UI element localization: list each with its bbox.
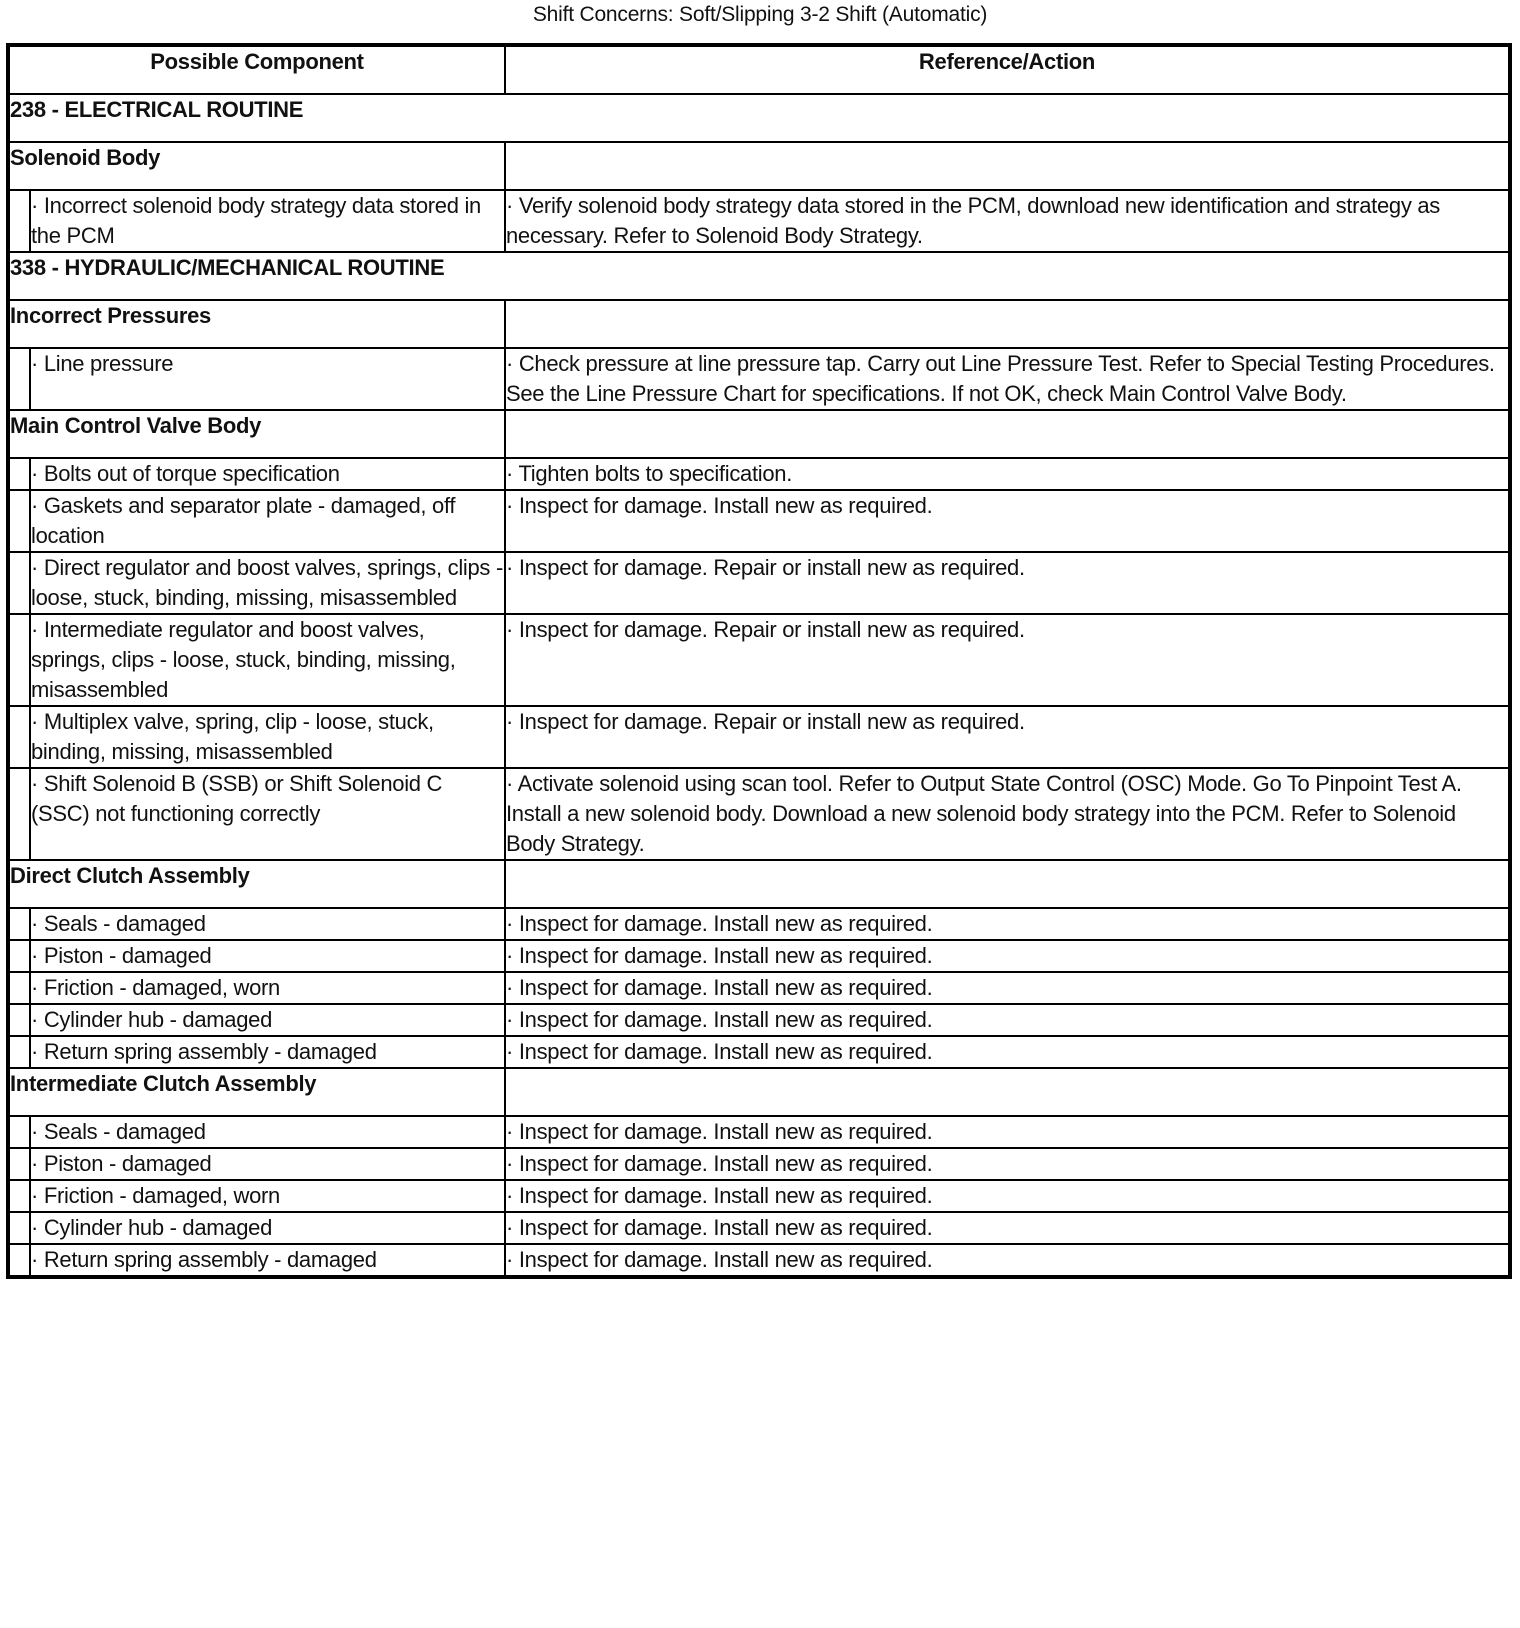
column-header-action: Reference/Action [505,45,1510,94]
component-cell: · Cylinder hub - damaged [30,1212,505,1244]
component-cell: · Piston - damaged [30,940,505,972]
action-cell: · Check pressure at line pressure tap. Carry out Line Pressure Test. Refer to Special Testing Procedures. See the Line Pressure Chart for specifications. If not OK, check Main Control Valve Body. [505,348,1510,410]
action-cell: · Inspect for damage. Repair or install new as required. [505,614,1510,706]
routine-title: 238 - ELECTRICAL ROUTINE [8,94,1510,142]
table-row [8,458,1510,490]
action-cell: · Inspect for damage. Install new as required. [505,490,1510,552]
group-name: Intermediate Clutch Assembly [8,1068,505,1116]
component-cell: · Cylinder hub - damaged [30,1004,505,1036]
routine-row [8,252,1510,300]
action-cell: · Inspect for damage. Install new as required. [505,1212,1510,1244]
table-header-row [8,45,1510,94]
group-row [8,860,1510,908]
group-row [8,1068,1510,1116]
action-cell: · Inspect for damage. Install new as required. [505,972,1510,1004]
action-cell: · Tighten bolts to specification. [505,458,1510,490]
table-row [8,1116,1510,1148]
table-row [8,972,1510,1004]
indent-cell [8,1148,30,1180]
indent-cell [8,1180,30,1212]
action-cell: · Inspect for damage. Install new as required. [505,1148,1510,1180]
table-row [8,614,1510,706]
action-cell: · Inspect for damage. Repair or install new as required. [505,552,1510,614]
group-row [8,410,1510,458]
group-action-empty [505,1068,1510,1116]
indent-cell [8,972,30,1004]
indent-cell [8,1004,30,1036]
table-row [8,768,1510,860]
group-name: Main Control Valve Body [8,410,505,458]
action-cell: · Inspect for damage. Install new as required. [505,1036,1510,1068]
indent-cell [8,940,30,972]
routine-row [8,94,1510,142]
component-cell: · Multiplex valve, spring, clip - loose, stuck, binding, missing, misassembled [30,706,505,768]
action-cell: · Inspect for damage. Repair or install new as required. [505,706,1510,768]
table-row [8,908,1510,940]
table-row [8,1180,1510,1212]
indent-cell [8,768,30,860]
table-row [8,1244,1510,1277]
table-row [8,706,1510,768]
action-cell: · Inspect for damage. Install new as required. [505,1004,1510,1036]
indent-cell [8,706,30,768]
group-name: Incorrect Pressures [8,300,505,348]
indent-cell [8,1036,30,1068]
table-row [8,490,1510,552]
component-cell: · Direct regulator and boost valves, springs, clips - loose, stuck, binding, missing, misassembled [30,552,505,614]
action-cell: · Verify solenoid body strategy data stored in the PCM, download new identification and strategy as necessary. Refer to Solenoid Body Strategy. [505,190,1510,252]
table-body [8,94,1510,1277]
indent-cell [8,1116,30,1148]
component-cell: · Intermediate regulator and boost valves, springs, clips - loose, stuck, binding, missing, misassembled [30,614,505,706]
component-cell: · Seals - damaged [30,1116,505,1148]
group-action-empty [505,300,1510,348]
group-action-empty [505,410,1510,458]
indent-cell [8,1212,30,1244]
action-cell: · Inspect for damage. Install new as required. [505,908,1510,940]
group-action-empty [505,860,1510,908]
table-row [8,1148,1510,1180]
action-cell: · Inspect for damage. Install new as required. [505,1180,1510,1212]
component-cell: · Return spring assembly - damaged [30,1244,505,1277]
table-row [8,1036,1510,1068]
action-cell: · Inspect for damage. Install new as required. [505,940,1510,972]
indent-cell [8,458,30,490]
indent-cell [8,348,30,410]
component-cell: · Incorrect solenoid body strategy data stored in the PCM [30,190,505,252]
component-cell: · Seals - damaged [30,908,505,940]
table-row [8,190,1510,252]
indent-cell [8,190,30,252]
group-row [8,300,1510,348]
table-row [8,348,1510,410]
indent-cell [8,614,30,706]
diagnostic-table [6,43,1512,1279]
action-cell: · Activate solenoid using scan tool. Refer to Output State Control (OSC) Mode. Go To Pinpoint Test A. Install a new solenoid body. Download a new solenoid body strategy into the PCM. Refer to Solenoid Body Strategy. [505,768,1510,860]
component-cell: · Gaskets and separator plate - damaged, off location [30,490,505,552]
group-row [8,142,1510,190]
indent-cell [8,1244,30,1277]
action-cell: · Inspect for damage. Install new as required. [505,1244,1510,1277]
component-cell: · Shift Solenoid B (SSB) or Shift Solenoid C (SSC) not functioning correctly [30,768,505,860]
table-row [8,940,1510,972]
group-name: Solenoid Body [8,142,505,190]
indent-cell [8,490,30,552]
action-cell: · Inspect for damage. Install new as required. [505,1116,1510,1148]
table-row [8,1004,1510,1036]
component-cell: · Bolts out of torque specification [30,458,505,490]
page-title: Shift Concerns: Soft/Slipping 3-2 Shift (Automatic) [532,3,988,26]
component-cell: · Piston - damaged [30,1148,505,1180]
indent-cell [8,552,30,614]
component-cell: · Friction - damaged, worn [30,1180,505,1212]
column-header-component: Possible Component [8,45,505,94]
indent-cell [8,908,30,940]
table-row [8,1212,1510,1244]
component-cell: · Line pressure [30,348,505,410]
group-name: Direct Clutch Assembly [8,860,505,908]
component-cell: · Friction - damaged, worn [30,972,505,1004]
routine-title: 338 - HYDRAULIC/MECHANICAL ROUTINE [8,252,1510,300]
component-cell: · Return spring assembly - damaged [30,1036,505,1068]
group-action-empty [505,142,1510,190]
table-row [8,552,1510,614]
